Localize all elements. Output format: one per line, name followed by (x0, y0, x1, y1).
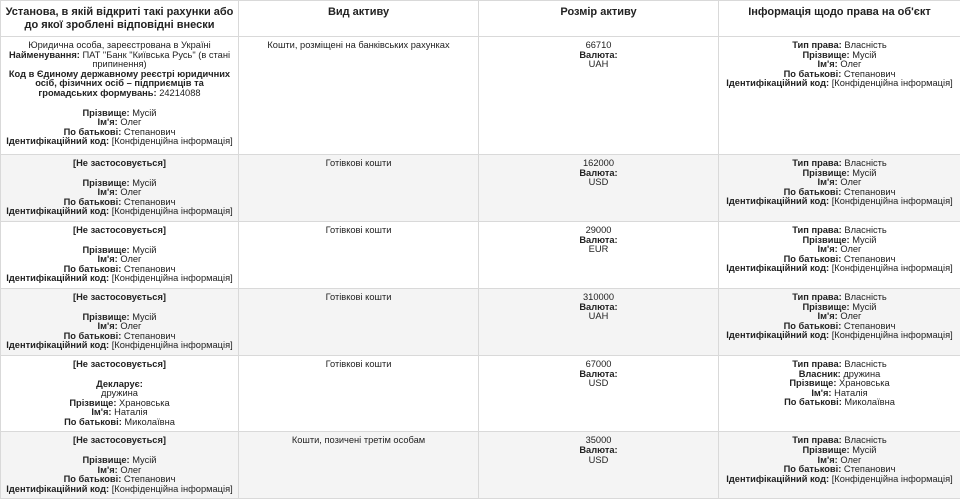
surname-label: Прізвище: (82, 178, 129, 188)
first-name-label: Ім'я: (811, 388, 831, 398)
id-code-label: Ідентифікаційний код: (726, 263, 829, 273)
asset-type-cell (239, 221, 479, 288)
patronymic-label: По батькові: (784, 187, 842, 197)
asset-type-value: Готівкові кошти (326, 225, 392, 235)
patronymic-label: По батькові: (64, 331, 122, 341)
amount-value: 162000 (483, 159, 714, 169)
rights-cell (719, 221, 960, 288)
surname-label: Прізвище: (802, 50, 849, 60)
patronymic-value: Степанович (124, 197, 176, 207)
currency-label: Валюта: (483, 51, 714, 61)
declarant-value: дружина (5, 389, 234, 399)
patronymic-label: По батькові: (784, 464, 842, 474)
first-name-value: Олег (120, 187, 141, 197)
id-code-label: Ідентифікаційний код: (726, 474, 829, 484)
surname-label: Прізвище: (802, 302, 849, 312)
patronymic-value: Миколаївна (844, 397, 895, 407)
surname-value: Мусій (132, 178, 156, 188)
asset-type-cell (239, 355, 479, 432)
asset-size-cell (479, 155, 719, 222)
not-applicable: [Не застосовується] (5, 226, 234, 236)
id-code-label: Ідентифікаційний код: (6, 484, 109, 494)
right-type-value: Власність (844, 359, 886, 369)
currency-value: EUR (483, 245, 714, 255)
asset-size-cell (479, 432, 719, 499)
first-name-value: Наталія (114, 407, 148, 417)
table-row (1, 37, 960, 155)
not-applicable: [Не застосовується] (5, 293, 234, 303)
amount-value: 35000 (483, 436, 714, 446)
table-header-row (1, 1, 960, 37)
right-type-value: Власність (844, 292, 886, 302)
id-code-value: [Конфіденційна інформація] (112, 340, 233, 350)
patronymic-value: Степанович (844, 254, 896, 264)
rights-cell (719, 288, 960, 355)
patronymic-label: По батькові: (784, 254, 842, 264)
institution-cell (1, 288, 239, 355)
id-code-value: [Конфіденційна інформація] (832, 330, 953, 340)
right-type-label: Тип права: (792, 292, 842, 302)
first-name-label: Ім'я: (818, 311, 838, 321)
header-institution: Установа, в якій відкриті такі рахунки або до якої зроблені відповідні внески (1, 1, 239, 37)
first-name-label: Ім'я: (98, 254, 118, 264)
surname-label: Прізвище: (802, 235, 849, 245)
first-name-label: Ім'я: (818, 455, 838, 465)
first-name-value: Олег (120, 321, 141, 331)
id-code-value: [Конфіденційна інформація] (832, 474, 953, 484)
id-code-value: [Конфіденційна інформація] (112, 484, 233, 494)
id-code-label: Ідентифікаційний код: (6, 340, 109, 350)
first-name-value: Олег (840, 311, 861, 321)
right-type-value: Власність (844, 40, 886, 50)
asset-size-cell (479, 355, 719, 432)
surname-value: Мусій (852, 168, 876, 178)
owner-value: дружина (843, 369, 880, 379)
patronymic-value: Степанович (124, 474, 176, 484)
patronymic-value: Миколаївна (124, 417, 175, 427)
institution-cell (1, 432, 239, 499)
institution-type: Юридична особа, зареєстрована в Україні (5, 41, 234, 51)
amount-value: 67000 (483, 360, 714, 370)
patronymic-label: По батькові: (784, 69, 842, 79)
edrpou-label: Код в Єдиному державному реєстрі юридичних осіб, фізичних осіб – підприємців та громадських формувань: (9, 69, 230, 98)
asset-type-value: Кошти, розміщені на банківських рахунках (267, 40, 449, 50)
currency-label: Валюта: (483, 370, 714, 380)
surname-label: Прізвище: (82, 455, 129, 465)
first-name-label: Ім'я: (818, 177, 838, 187)
first-name-value: Олег (840, 455, 861, 465)
asset-size-cell (479, 288, 719, 355)
header-rights-info: Інформація щодо права на об'єкт (719, 1, 960, 37)
surname-value: Мусій (132, 312, 156, 322)
first-name-value: Олег (840, 59, 861, 69)
amount-value: 66710 (483, 41, 714, 51)
rights-cell (719, 432, 960, 499)
id-code-label: Ідентифікаційний код: (6, 136, 109, 146)
first-name-label: Ім'я: (91, 407, 111, 417)
id-code-value: [Конфіденційна інформація] (112, 136, 233, 146)
surname-label: Прізвище: (69, 398, 116, 408)
id-code-label: Ідентифікаційний код: (6, 206, 109, 216)
surname-value: Мусій (132, 108, 156, 118)
table-row (1, 221, 960, 288)
surname-label: Прізвище: (789, 378, 836, 388)
currency-label: Валюта: (483, 446, 714, 456)
first-name-label: Ім'я: (818, 59, 838, 69)
asset-type-cell (239, 432, 479, 499)
declarant-label: Декларує: (5, 380, 234, 390)
edrpou-value: 24214088 (159, 88, 200, 98)
right-type-value: Власність (844, 158, 886, 168)
currency-label: Валюта: (483, 236, 714, 246)
surname-value: Мусій (852, 50, 876, 60)
rights-cell (719, 155, 960, 222)
first-name-label: Ім'я: (98, 465, 118, 475)
first-name-label: Ім'я: (818, 244, 838, 254)
surname-value: Мусій (132, 245, 156, 255)
institution-cell (1, 37, 239, 155)
patronymic-value: Степанович (124, 127, 176, 137)
id-code-value: [Конфіденційна інформація] (112, 273, 233, 283)
first-name-label: Ім'я: (98, 187, 118, 197)
table-row (1, 355, 960, 432)
owner-label: Власник: (799, 369, 841, 379)
surname-value: Мусій (852, 302, 876, 312)
institution-cell (1, 221, 239, 288)
currency-value: UAH (483, 60, 714, 70)
right-type-label: Тип права: (792, 40, 842, 50)
patronymic-label: По батькові: (64, 197, 122, 207)
institution-cell (1, 155, 239, 222)
header-asset-size: Розмір активу (479, 1, 719, 37)
not-applicable: [Не застосовується] (5, 360, 234, 370)
surname-value: Мусій (852, 445, 876, 455)
table-row (1, 155, 960, 222)
currency-value: USD (483, 379, 714, 389)
right-type-label: Тип права: (792, 225, 842, 235)
asset-type-value: Готівкові кошти (326, 158, 392, 168)
asset-type-cell (239, 155, 479, 222)
amount-value: 29000 (483, 226, 714, 236)
id-code-label: Ідентифікаційний код: (6, 273, 109, 283)
patronymic-label: По батькові: (64, 417, 122, 427)
id-code-label: Ідентифікаційний код: (726, 78, 829, 88)
first-name-value: Наталія (834, 388, 868, 398)
first-name-label: Ім'я: (98, 321, 118, 331)
id-code-value: [Конфіденційна інформація] (112, 206, 233, 216)
surname-value: Храновська (839, 378, 890, 388)
first-name-value: Олег (840, 177, 861, 187)
table-row (1, 288, 960, 355)
surname-value: Мусій (132, 455, 156, 465)
patronymic-value: Степанович (844, 321, 896, 331)
first-name-value: Олег (120, 254, 141, 264)
currency-value: UAH (483, 312, 714, 322)
patronymic-label: По батькові: (64, 127, 122, 137)
surname-label: Прізвище: (82, 312, 129, 322)
surname-value: Мусій (852, 235, 876, 245)
id-code-value: [Конфіденційна інформація] (832, 196, 953, 206)
right-type-label: Тип права: (792, 158, 842, 168)
asset-type-value: Кошти, позичені третім особам (292, 435, 425, 445)
rights-cell (719, 37, 960, 155)
institution-name: ПАТ "Банк "Київська Русь" (в стані припинення) (83, 50, 231, 70)
patronymic-value: Степанович (124, 331, 176, 341)
first-name-value: Олег (840, 244, 861, 254)
id-code-label: Ідентифікаційний код: (726, 196, 829, 206)
rights-cell (719, 355, 960, 432)
surname-label: Прізвище: (82, 245, 129, 255)
not-applicable: [Не застосовується] (5, 159, 234, 169)
currency-label: Валюта: (483, 169, 714, 179)
name-label: Найменування: (9, 50, 80, 60)
id-code-value: [Конфіденційна інформація] (832, 263, 953, 273)
currency-value: USD (483, 178, 714, 188)
surname-value: Храновська (119, 398, 170, 408)
surname-label: Прізвище: (802, 168, 849, 178)
right-type-label: Тип права: (792, 359, 842, 369)
surname-label: Прізвище: (802, 445, 849, 455)
right-type-value: Власність (844, 225, 886, 235)
asset-type-value: Готівкові кошти (326, 359, 392, 369)
patronymic-value: Степанович (844, 69, 896, 79)
id-code-label: Ідентифікаційний код: (726, 330, 829, 340)
first-name-value: Олег (120, 117, 141, 127)
currency-value: USD (483, 456, 714, 466)
patronymic-label: По батькові: (784, 397, 842, 407)
first-name-label: Ім'я: (98, 117, 118, 127)
asset-type-value: Готівкові кошти (326, 292, 392, 302)
right-type-label: Тип права: (792, 435, 842, 445)
asset-size-cell (479, 221, 719, 288)
amount-value: 310000 (483, 293, 714, 303)
institution-cell (1, 355, 239, 432)
not-applicable: [Не застосовується] (5, 436, 234, 446)
right-type-value: Власність (844, 435, 886, 445)
first-name-value: Олег (120, 465, 141, 475)
asset-type-cell (239, 37, 479, 155)
patronymic-label: По батькові: (64, 264, 122, 274)
surname-label: Прізвище: (82, 108, 129, 118)
patronymic-label: По батькові: (64, 474, 122, 484)
patronymic-value: Степанович (844, 187, 896, 197)
patronymic-value: Степанович (124, 264, 176, 274)
asset-type-cell (239, 288, 479, 355)
currency-label: Валюта: (483, 303, 714, 313)
asset-size-cell (479, 37, 719, 155)
patronymic-label: По батькові: (784, 321, 842, 331)
patronymic-value: Степанович (844, 464, 896, 474)
id-code-value: [Конфіденційна інформація] (832, 78, 953, 88)
header-asset-type: Вид активу (239, 1, 479, 37)
table-row (1, 432, 960, 499)
